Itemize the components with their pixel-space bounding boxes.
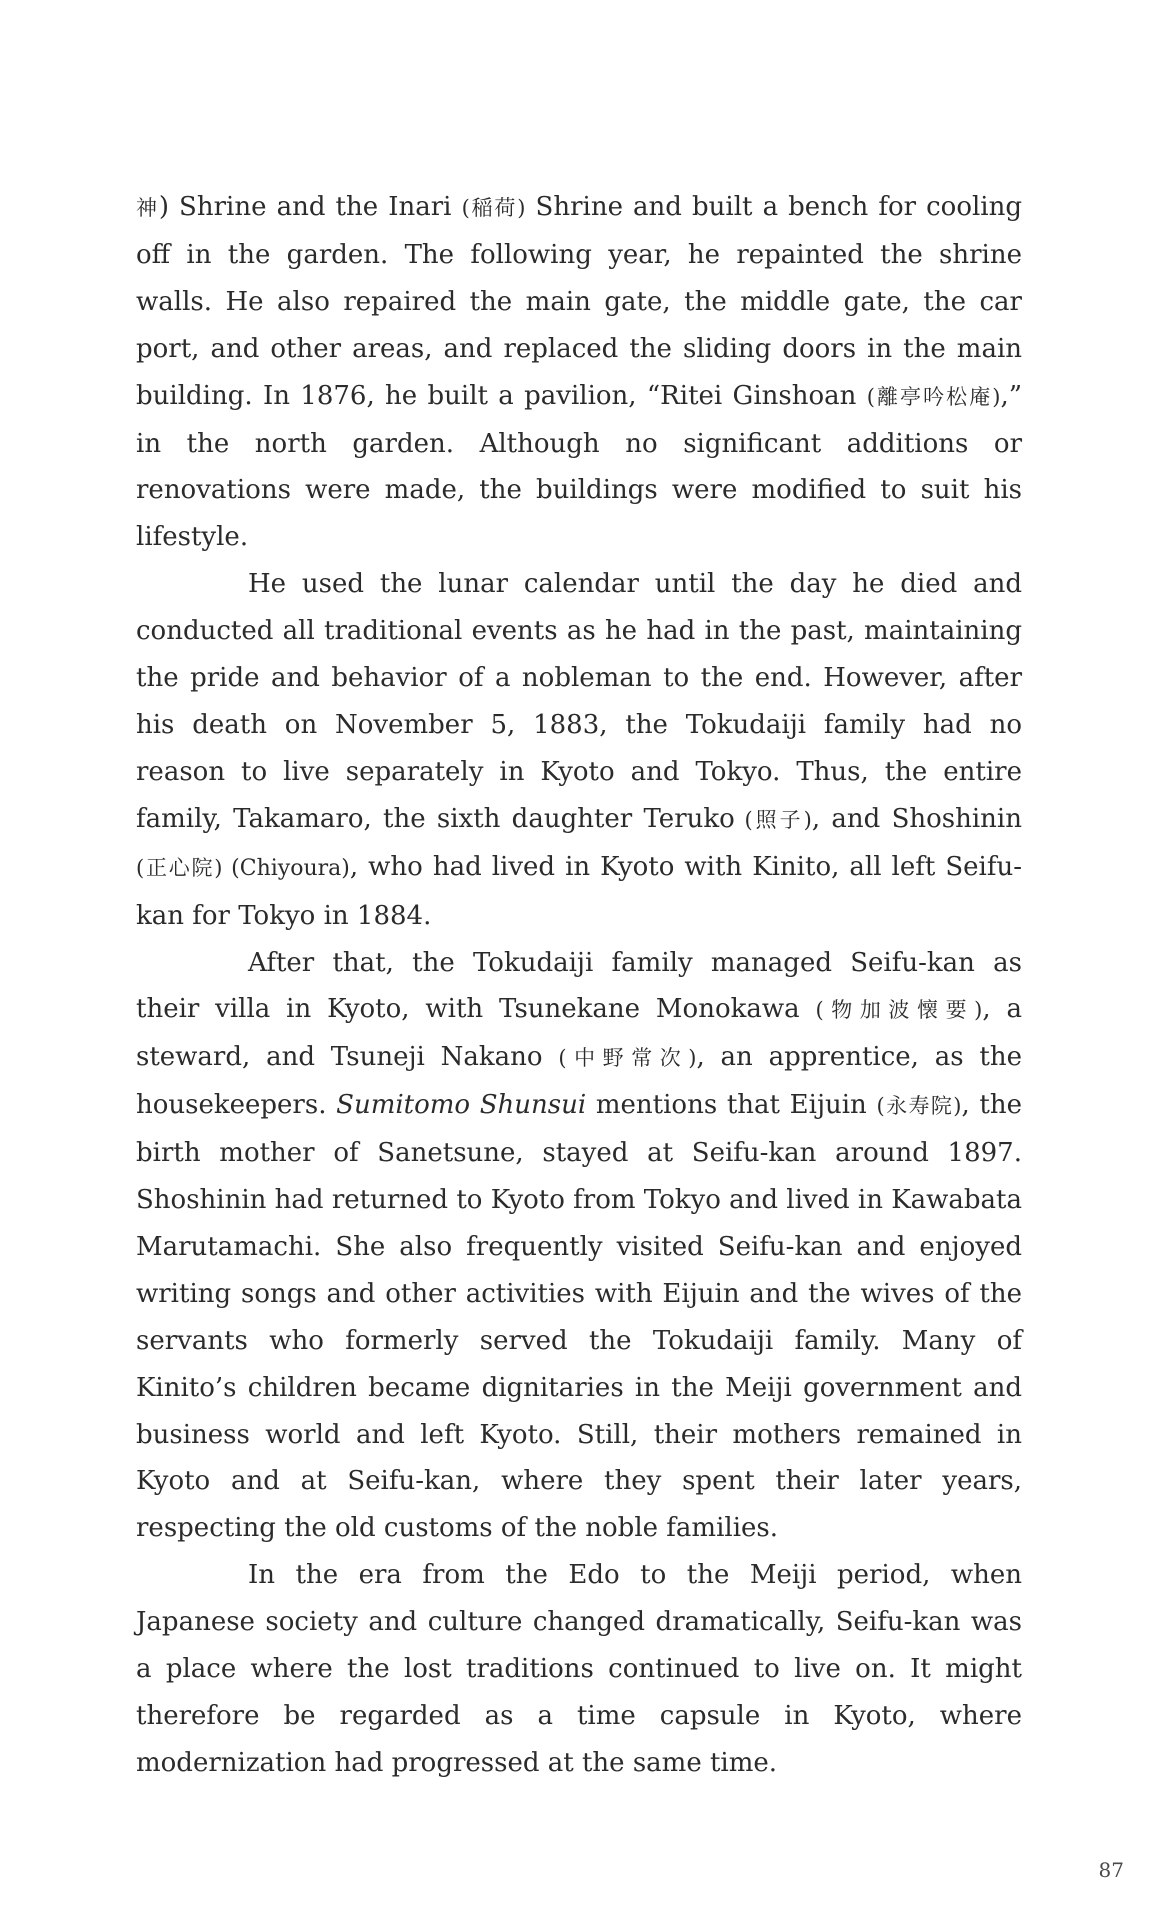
text-run: In the era from the Edo to the Meiji period, when Japanese society and culture changed dramatically, Seifu-kan was a place where the lost traditions continued to live on. It might therefore be regarded as a time capsule in Kyoto, where modernization had progressed at the same time.: [136, 1560, 1022, 1778]
text-run: , and Shoshinin: [811, 803, 1022, 834]
text-run: 神: [136, 196, 159, 220]
text-run: (照子): [734, 807, 812, 832]
page-number: 87: [1098, 1858, 1124, 1882]
text-run: (物加波懐要): [815, 998, 983, 1023]
paragraph-2: [136, 561, 1022, 939]
paragraph-4: [136, 1552, 1022, 1787]
paragraph-1: [136, 184, 1022, 561]
text-run: (稲荷): [461, 196, 526, 220]
paragraph-3: [136, 940, 1022, 1553]
text-run: After that, the Tokudaiji family managed Seifu-kan as their villa in Kyoto, with Tsunekane Monokawa: [136, 947, 1022, 1025]
book-title: Sumitomo Shunsui: [336, 1090, 587, 1121]
text-run: , who had lived in Kyoto with Kinito, all left Seifu-kan for Tokyo in 1884.: [136, 851, 1022, 931]
text-run: mentions that Eijuin: [586, 1090, 877, 1121]
text-run: (中野常次): [558, 1046, 697, 1071]
text-run: He used the lunar calendar until the day he died and conducted all traditional events as he had in the past, maintaining the pride and behavior of a nobleman to the end. However, after his death on November 5, 1883, the Tokudaiji family had no reason to live separately in Kyoto and Tokyo. Thus, the entire family, Takamaro, the sixth daughter Teruko: [136, 569, 1022, 834]
text-run: (正心院): [136, 855, 223, 880]
text-run: ) Shrine and the Inari: [158, 192, 462, 222]
text-run: ,” in the north garden. Although no significant additions or renovations were made, the buildings were modified to suit his lifestyle.: [136, 380, 1023, 553]
text-run: , the birth mother of Sanetsune, stayed at Seifu-kan around 1897. Shoshinin had returned to Kyoto from Tokyo and lived in Kawabata Marutamachi. She also frequently visited Seifu-kan and enjoyed writing songs and other activities with Eijuin and the wives of the servants who formerly served the Tokudaiji family. Many of Kinito’s children became dignitaries in the Meiji government and business world and left Kyoto. Still, their mothers remained in Kyoto and at Seifu-kan, where they spent their later years, respecting the old customs of the noble families.: [136, 1090, 1023, 1544]
text-run: (離亭吟松庵): [866, 384, 1001, 409]
body-text: [136, 184, 1022, 1787]
text-run: (Chiyoura): [222, 855, 350, 881]
text-run: (永寿院): [876, 1094, 962, 1119]
text-run: , a steward, and Tsuneji Nakano: [136, 994, 1023, 1073]
text-run: , an apprentice, as the housekeepers.: [136, 1042, 1022, 1121]
text-run: Shrine and built a bench for cooling off in the garden. The following year, he repainted the shrine walls. He also repaired the main gate, the middle gate, the car port, and other areas, and replaced the sliding doors in the main building. In 1876, he built a pavilion, “Ritei Ginshoan: [136, 192, 1023, 411]
